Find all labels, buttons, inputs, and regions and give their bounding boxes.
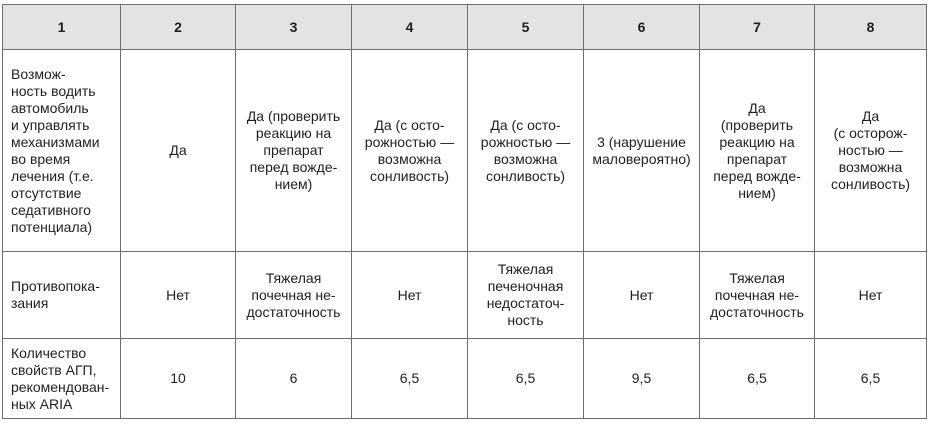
column-header-5: 5 — [468, 5, 584, 50]
column-header-7: 7 — [700, 5, 815, 50]
column-header-4: 4 — [352, 5, 468, 50]
table-row-aria-count — [3, 339, 927, 419]
table-row-driving — [3, 50, 927, 252]
table-cell: 3 (нарушение маловероятно) — [584, 50, 700, 252]
column-header-6: 6 — [584, 5, 700, 50]
table-cell: Нет — [352, 252, 468, 339]
comparison-table — [2, 4, 927, 419]
table-cell: Тяжелая печеночная недостаточ- ность — [468, 252, 584, 339]
table-row-contraindications — [3, 252, 927, 339]
table-cell: Да (с осторож- ностью — возможна сонливость) — [815, 50, 927, 252]
row-label-driving: Возмож- ность водить автомобиль и управлять механизмами во время лечения (т.е. отсутствие седативного потенциала) — [3, 50, 121, 252]
column-header-8: 8 — [815, 5, 927, 50]
table-cell: 6 — [236, 339, 352, 419]
table-cell: Да (проверить реакцию на препарат перед вожде- нием) — [700, 50, 815, 252]
header-row — [3, 5, 927, 50]
table-cell: Да (проверить реакцию на препарат перед вожде- нием) — [236, 50, 352, 252]
table-cell: Да (с осто- рожностью — возможна сонливость) — [468, 50, 584, 252]
column-header-1: 1 — [3, 5, 121, 50]
table-cell: Нет — [121, 252, 236, 339]
table-cell: 9,5 — [584, 339, 700, 419]
row-label-contraindications: Противопока- зания — [3, 252, 121, 339]
table-cell: Тяжелая почечная не- достаточность — [700, 252, 815, 339]
table-cell: Тяжелая почечная не- достаточность — [236, 252, 352, 339]
table-cell: 6,5 — [700, 339, 815, 419]
table-cell: Да — [121, 50, 236, 252]
column-header-3: 3 — [236, 5, 352, 50]
table-cell: Да (с осто- рожностью — возможна сонливость) — [352, 50, 468, 252]
table-cell: Нет — [584, 252, 700, 339]
table-cell: Нет — [815, 252, 927, 339]
column-header-2: 2 — [121, 5, 236, 50]
table-cell: 10 — [121, 339, 236, 419]
table-cell: 6,5 — [468, 339, 584, 419]
table-cell: 6,5 — [815, 339, 927, 419]
row-label-aria-count: Количество свойств АГП, рекомендован- ных ARIA — [3, 339, 121, 419]
table-cell: 6,5 — [352, 339, 468, 419]
